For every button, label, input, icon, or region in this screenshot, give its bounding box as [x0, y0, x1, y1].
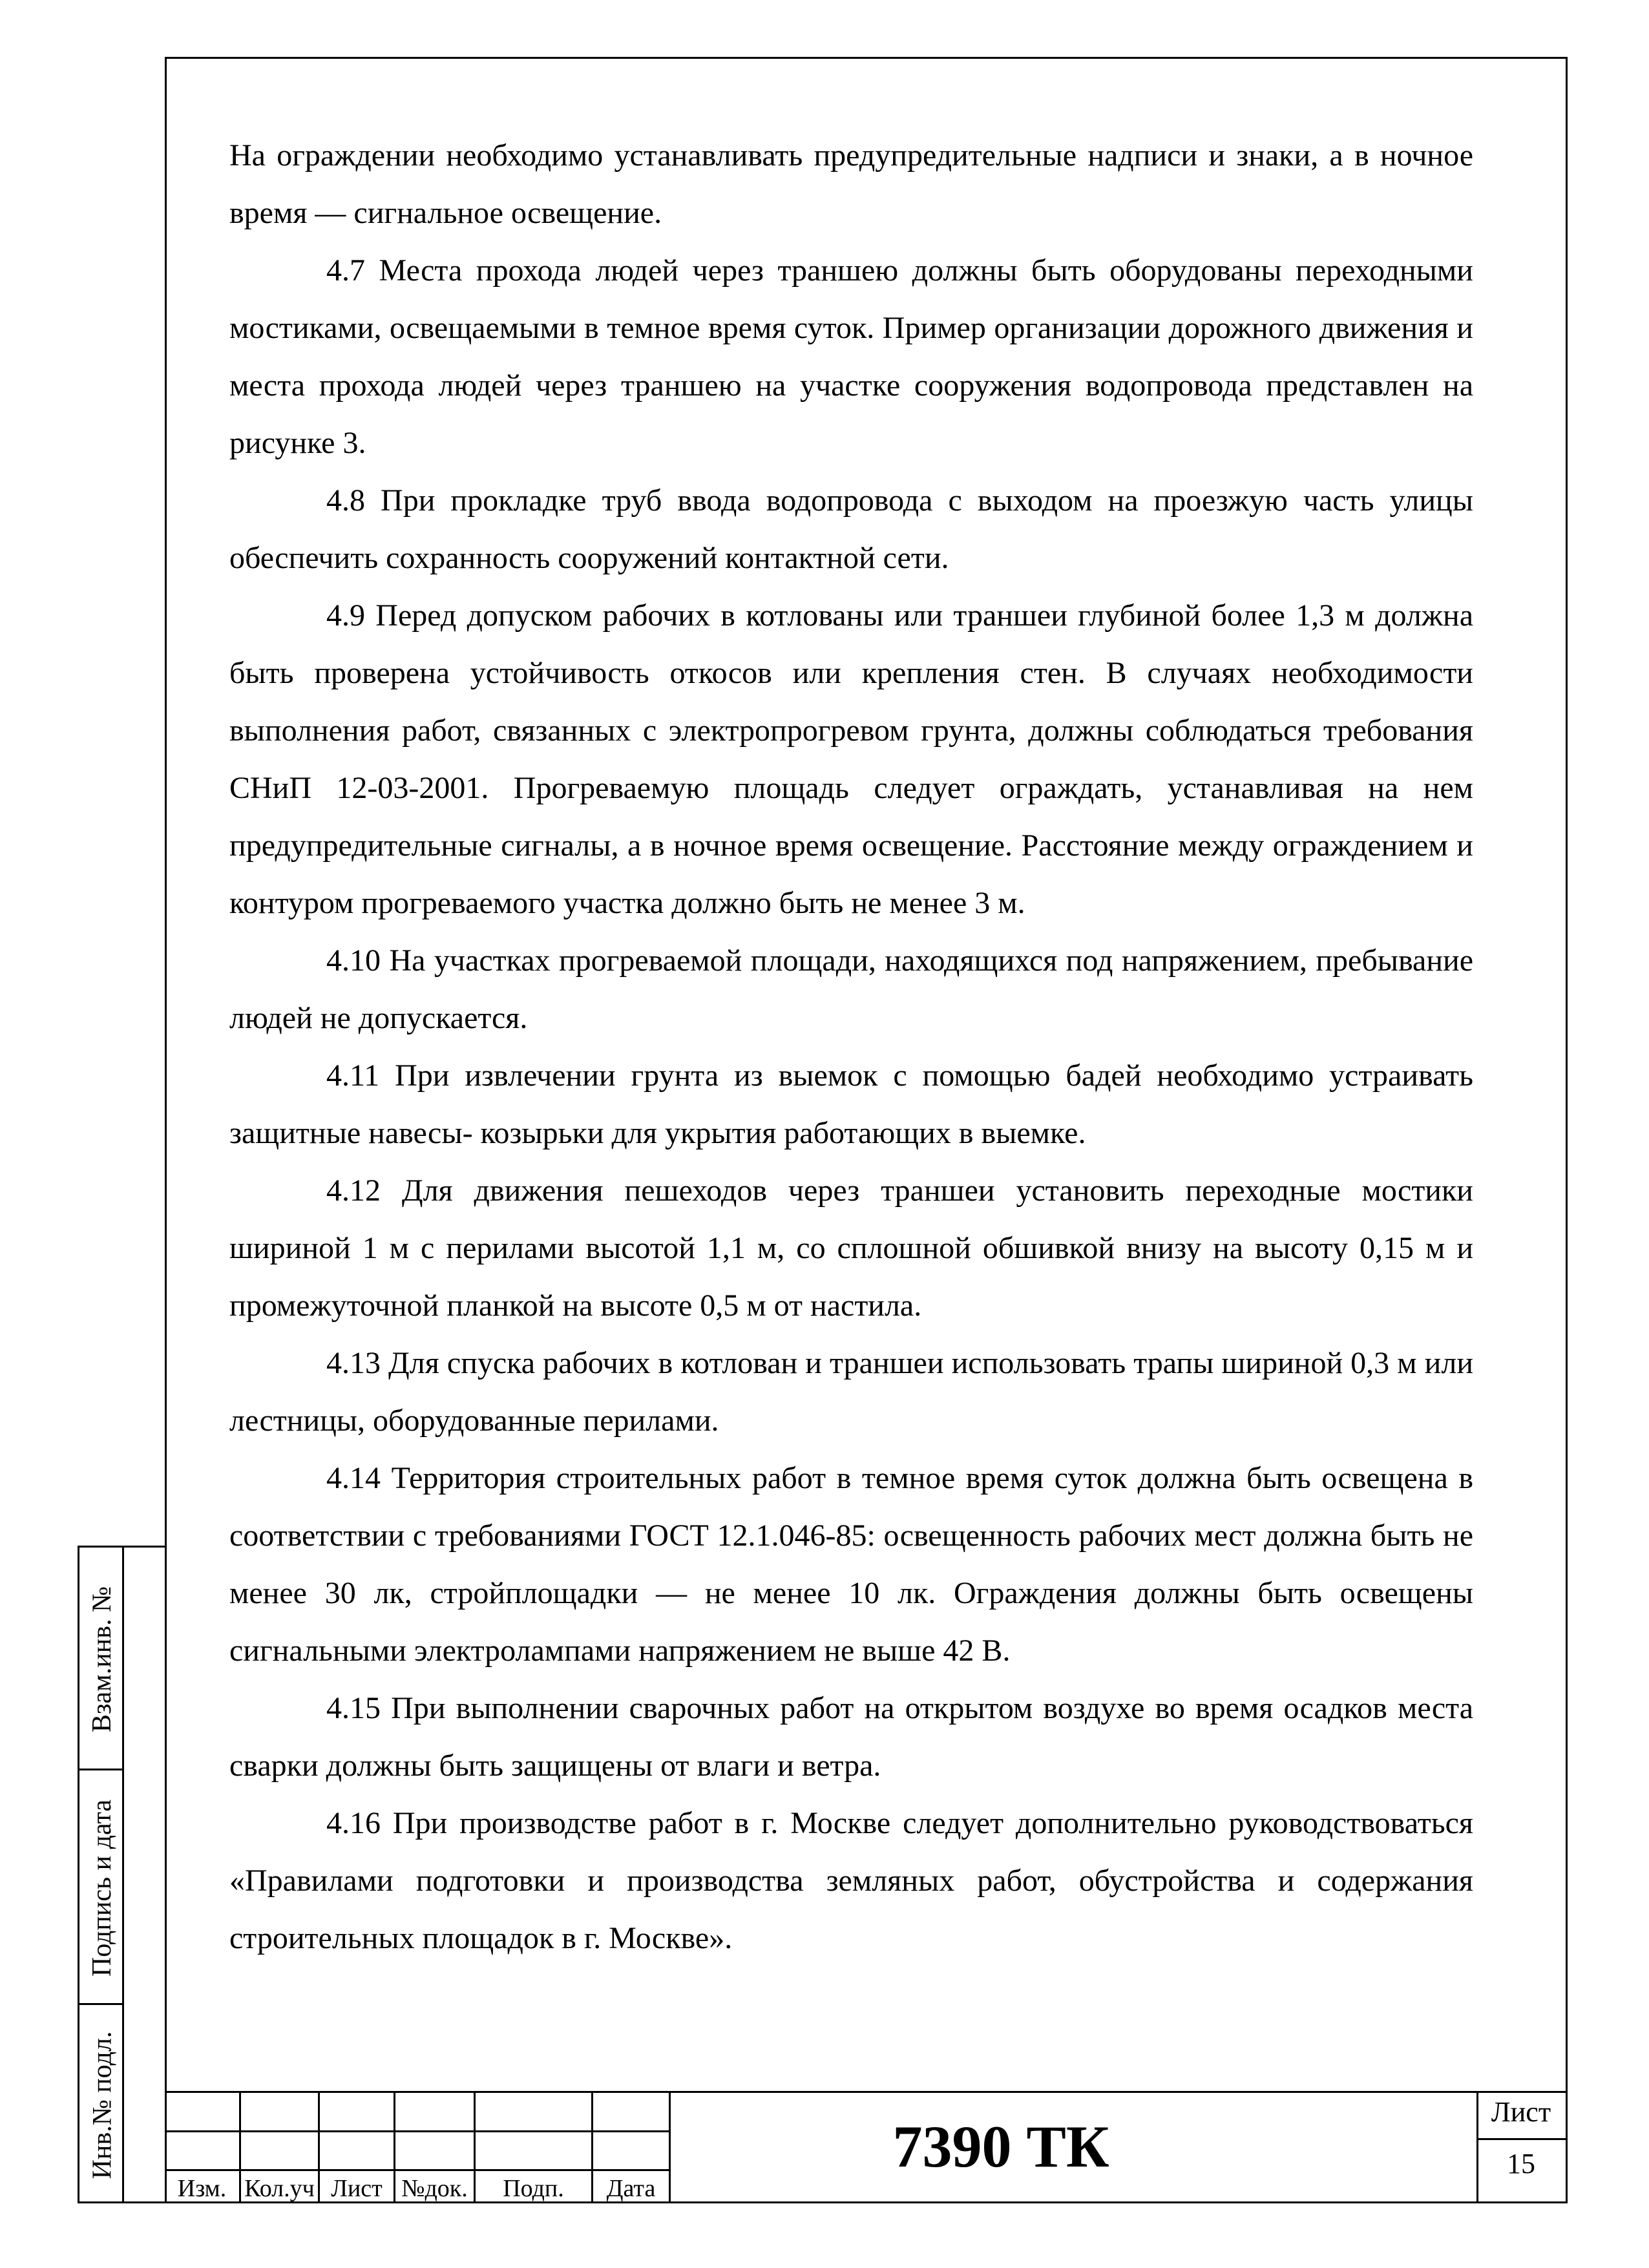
side-stamp [78, 1546, 165, 2203]
side-stamp-divider [122, 1548, 124, 2201]
paragraph-4-8: 4.8 При прокладке труб ввода водопровода с выходом на проезжую часть улицы обеспечить сохранность сооружений контактной сети. [229, 483, 1473, 575]
paragraph-4-14: 4.14 Территория строительных работ в темное время суток должна быть освещена в соответствии с требованиями ГОСТ 12.1.046-85: освещенность рабочих мест должна быть не менее 30 лк, стройплощадки — не менее 10 лк. Ограждения должны быть освещены сигнальными электролампами напряжением не выше 42 В. [229, 1461, 1473, 1668]
paragraph-4-13: 4.13 Для спуска рабочих в котлован и траншеи использовать трапы шириной 0,3 м или лестницы, оборудованные перилами. [229, 1346, 1473, 1438]
tb-sheet-line [1476, 2138, 1568, 2140]
side-label-sign-date: Подпись и дата [87, 1799, 117, 1977]
paragraph-4-10: 4.10 На участках прогреваемой площади, находящихся под напряжением, пребывание людей не допускается. [229, 943, 1473, 1035]
document-body [229, 127, 1473, 1967]
paragraph-fence-signs: На ограждении необходимо устанавливать предупредительные надписи и знаки, а в ночное время — сигнальное освещение. [229, 138, 1473, 230]
sheet-number: 15 [1507, 2148, 1535, 2179]
side-label-replaced-inv: Взам.инв. № [87, 1586, 117, 1732]
paragraph-4-7: 4.7 Места прохода людей через траншею должны быть оборудованы переходными мостиками, освещаемыми в темное время суток. Пример организации дорожного движения и места прохода людей через траншею на участке сооружения водопровода представлен на рисунке 3. [229, 253, 1473, 460]
tb-label-list: Лист [331, 2175, 383, 2202]
document-code: 7390 ТК [892, 2114, 1109, 2179]
tb-label-ndok: №док. [401, 2175, 468, 2202]
side-label-inv-orig: Инв.№ подл. [87, 2031, 117, 2179]
tb-label-data: Дата [606, 2175, 656, 2202]
paragraph-4-9: 4.9 Перед допуском рабочих в котлованы или траншеи глубиной более 1,3 м должна быть проверена устойчивость откосов или крепления стен. В случаях необходимости выполнения работ, связанных с электропрогревом грунта, должны соблюдаться требования СНиП 12-03-2001. Прогреваемую площадь следует ограждать, устанавливая на нем предупредительные сигналы, а в ночное время освещение. Расстояние между ограждением и контуром прогреваемого участка должно быть не менее 3 м. [229, 598, 1473, 920]
paragraph-4-15: 4.15 При выполнении сварочных работ на открытом воздухе во время осадков места сварки должны быть защищены от влаги и ветра. [229, 1691, 1473, 1783]
paragraph-4-16: 4.16 При производстве работ в г. Москве следует дополнительно руководствоваться «Правилами подготовки и производства земляных работ, обустройства и содержания строительных площадок в г. Москве». [229, 1806, 1473, 1955]
tb-label-kol-uch: Кол.уч [244, 2175, 315, 2202]
tb-label-izm: Изм. [177, 2175, 227, 2202]
title-block [165, 2091, 1568, 2203]
paragraph-4-11: 4.11 При извлечении грунта из выемок с помощью бадей необходимо устраивать защитные навесы- козырьки для укрытия работающих в выемке. [229, 1058, 1473, 1150]
tb-label-podp: Подп. [503, 2175, 564, 2202]
paragraph-4-12: 4.12 Для движения пешеходов через траншеи установить переходные мостики шириной 1 м с перилами высотой 1,1 м, со сплошной обшивкой внизу на высоту 0,15 м и промежуточной планкой на высоте 0,5 м от настила. [229, 1173, 1473, 1323]
sheet-label: Лист [1491, 2096, 1551, 2128]
